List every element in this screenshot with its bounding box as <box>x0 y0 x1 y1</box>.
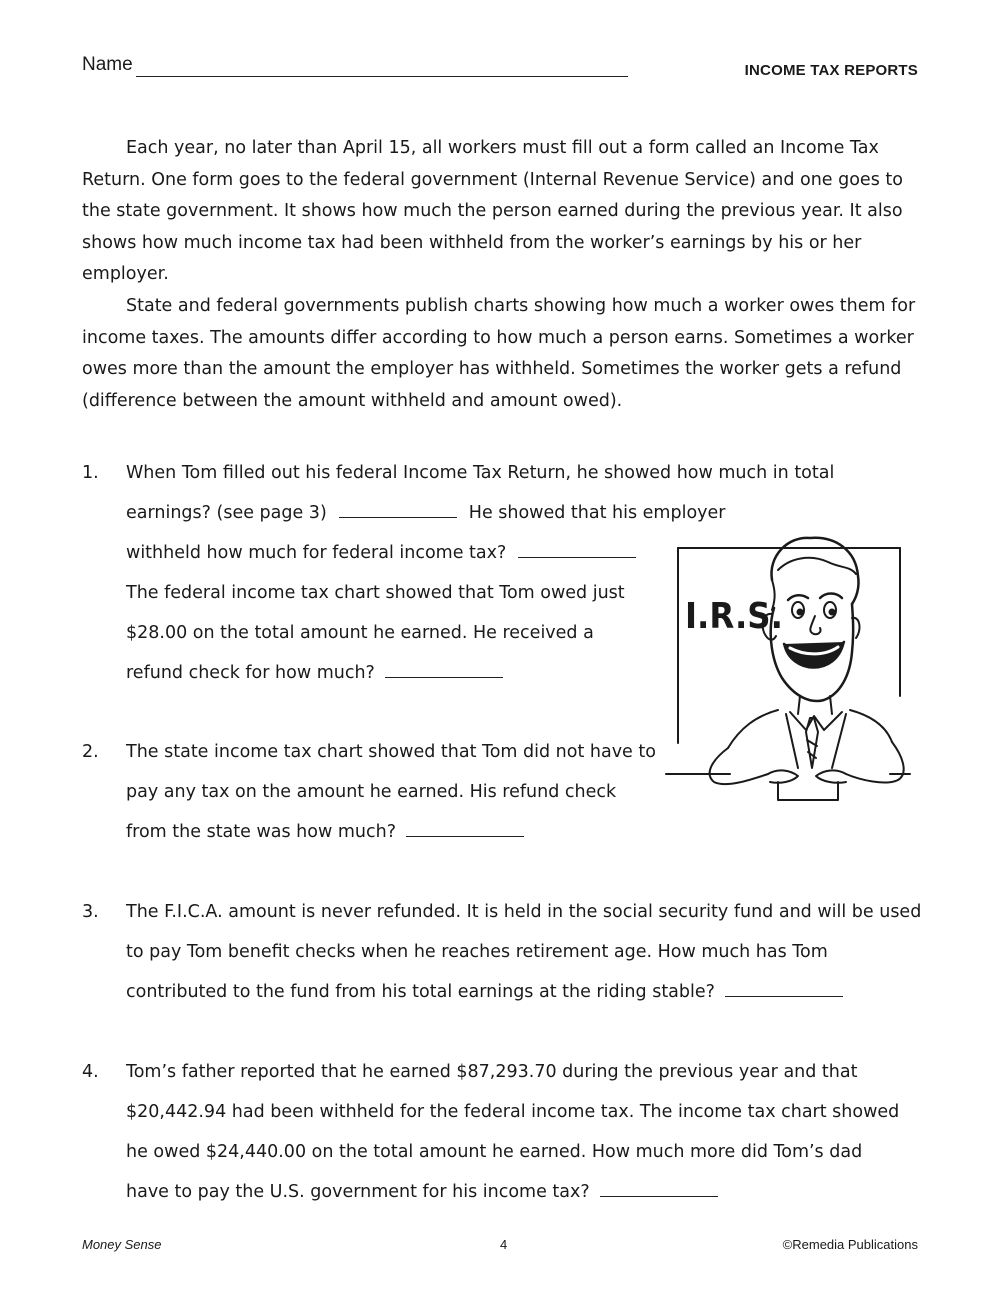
footer-publisher: ©Remedia Publications <box>782 1237 918 1252</box>
footer-book-title: Money Sense <box>82 1237 162 1252</box>
question-1-line-5: $28.00 on the total amount he earned. He received a <box>126 623 594 643</box>
question-1-line-3-text: withheld how much for federal income tax? <box>126 543 507 563</box>
footer-page-number: 4 <box>500 1237 508 1252</box>
question-1-line-6 <box>126 663 503 683</box>
name-label: Name <box>82 54 133 75</box>
name-input-line[interactable] <box>136 76 628 77</box>
question-1-number: 1. <box>82 463 99 483</box>
question-1-line-3 <box>126 543 636 563</box>
question-1-line-1: When Tom filled out his federal Income Tax Return, he showed how much in total <box>126 463 835 483</box>
question-1-line-2b-text: He showed that his employer <box>468 503 726 523</box>
intro-paragraph-2 <box>82 291 922 417</box>
answer-blank-1b[interactable] <box>518 556 636 558</box>
answer-blank-1a[interactable] <box>339 516 457 518</box>
question-4-line-4 <box>126 1182 718 1202</box>
question-4-line-2: $20,442.94 had been withheld for the federal income tax. The income tax chart showed <box>126 1102 900 1122</box>
page-title: INCOME TAX REPORTS <box>744 62 918 79</box>
answer-blank-4[interactable] <box>600 1195 718 1197</box>
answer-blank-2[interactable] <box>406 835 524 837</box>
intro-paragraph-1 <box>82 133 922 291</box>
answer-blank-3[interactable] <box>725 995 843 997</box>
question-2-line-3-text: from the state was how much? <box>126 822 396 842</box>
question-3-line-1: The F.I.C.A. amount is never refunded. It is held in the social security fund and will be used <box>126 902 922 922</box>
question-1-line-6-text: refund check for how much? <box>126 663 375 683</box>
question-4-line-1: Tom’s father reported that he earned $87,293.70 during the previous year and that <box>126 1062 858 1082</box>
question-4-line-4-text: have to pay the U.S. government for his income tax? <box>126 1182 590 1202</box>
question-1-line-2-text: earnings? (see page 3) <box>126 503 327 523</box>
question-1-line-2 <box>126 503 725 523</box>
irs-agent-illustration <box>660 528 920 803</box>
question-1-line-4: The federal income tax chart showed that Tom owed just <box>126 583 625 603</box>
question-2-line-1: The state income tax chart showed that Tom did not have to <box>126 742 656 762</box>
question-4-line-3: he owed $24,440.00 on the total amount he earned. How much more did Tom’s dad <box>126 1142 863 1162</box>
question-3-line-3 <box>126 982 843 1002</box>
answer-blank-1c[interactable] <box>385 676 503 678</box>
question-4-number: 4. <box>82 1062 99 1082</box>
question-3-line-3-text: contributed to the fund from his total earnings at the riding stable? <box>126 982 715 1002</box>
irs-sign-text: I.R.S. <box>685 596 783 637</box>
intro-paragraph-2-text: State and federal governments publish charts showing how much a worker owes them for income taxes. The amounts differ according to how much a person earns. Sometimes a worker owes more than the amount the employer has withheld. Sometimes the worker gets a refund (difference between the amount withheld and amount owed). <box>82 296 916 411</box>
question-3-number: 3. <box>82 902 99 922</box>
question-3-line-2: to pay Tom benefit checks when he reaches retirement age. How much has Tom <box>126 942 828 962</box>
intro-paragraph-1-text: Each year, no later than April 15, all workers must fill out a form called an Income Tax Return. One form goes to the federal government (Internal Revenue Service) and one goes to the state government. It shows how much the person earned during the previous year. It also shows how much income tax had been withheld from the worker’s earnings by his or her employer. <box>82 138 903 284</box>
question-2-number: 2. <box>82 742 99 762</box>
question-2-line-3 <box>126 822 524 842</box>
question-2-line-2: pay any tax on the amount he earned. His refund check <box>126 782 617 802</box>
